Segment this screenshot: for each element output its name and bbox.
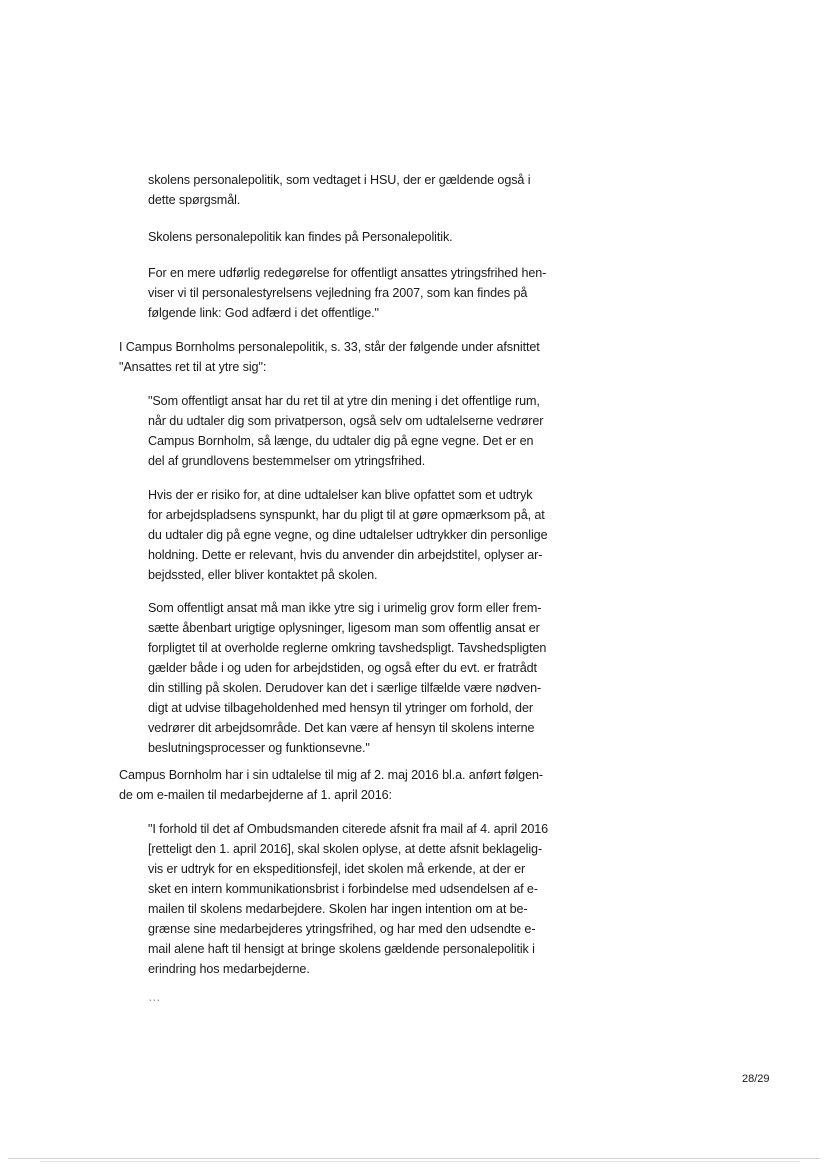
ellipsis-paragraph [148, 987, 161, 1007]
text-line: del af grundlovens bestemmelser om ytringsfrihed. [148, 454, 426, 468]
text-line: gælder både i og uden for arbejdstiden, og også efter du evt. er fratrådt [148, 661, 537, 675]
text-line: Hvis der er risiko for, at dine udtalelser kan blive opfattet som et udtryk [148, 488, 533, 502]
text-line: Skolens personalepolitik kan findes på Personalepolitik. [148, 230, 453, 244]
page-number: 28/29 [742, 1073, 770, 1085]
text-line: for arbejdspladsens synspunkt, har du pligt til at gøre opmærksom på, at [148, 508, 545, 522]
scan-edge-divider [40, 1161, 800, 1162]
text-line: grænse sine medarbejderes ytringsfrihed, og har med den udsendte e- [148, 922, 536, 936]
paragraph-3 [148, 263, 546, 323]
text-line: du udtaler dig på egne vegne, og dine udtalelser udtrykker din personlige [148, 528, 548, 542]
text-line: "Ansattes ret til at ytre sig": [119, 360, 267, 374]
paragraph-9 [148, 819, 548, 979]
text-line: "Som offentligt ansat har du ret til at ytre din mening i det offentlige rum, [148, 394, 540, 408]
scan-edge-divider [8, 1158, 820, 1159]
text-line: I Campus Bornholms personalepolitik, s. 33, står der følgende under afsnittet [119, 340, 540, 354]
text-line: Som offentligt ansat må man ikke ytre sig i urimelig grov form eller frem- [148, 601, 542, 615]
text-line: "I forhold til det af Ombudsmanden citerede afsnit fra mail af 4. april 2016 [148, 822, 549, 836]
text-line: de om e-mailen til medarbejderne af 1. april 2016: [119, 788, 392, 802]
text-line: sætte åbenbart urigtige oplysninger, ligesom man som offentlig ansat er [148, 621, 540, 635]
paragraph-4 [119, 337, 540, 377]
text-line: Campus Bornholm har i sin udtalelse til mig af 2. maj 2016 bl.a. anført følgen- [119, 768, 543, 782]
text-line: Campus Bornholm, så længe, du udtaler dig på egne vegne. Det er en [148, 434, 534, 448]
paragraph-1 [148, 170, 530, 210]
text-line: digt at udvise tilbageholdenhed med hensyn til ytringer om forhold, der [148, 701, 533, 715]
text-line: din stilling på skolen. Derudover kan det i særlige tilfælde være nødven- [148, 681, 542, 695]
paragraph-6 [148, 485, 547, 585]
text-line: beslutningsprocesser og funktionsevne." [148, 741, 370, 755]
text-line: forpligtet til at overholde reglerne omkring tavshedspligt. Tavshedspligten [148, 641, 547, 655]
text-line: holdning. Dette er relevant, hvis du anvender din arbejdstitel, oplyser ar- [148, 548, 543, 562]
text-line: erindring hos medarbejderne. [148, 962, 310, 976]
paragraph-2 [148, 227, 453, 247]
text-line: følgende link: God adfærd i det offentlige." [148, 306, 379, 320]
text-line: vis er udtryk for en ekspeditionsfejl, idet skolen må erkende, at der er [148, 862, 526, 876]
text-line: mailen til skolens medarbejdere. Skolen har ingen intention om at be- [148, 902, 528, 916]
text-line: skolens personalepolitik, som vedtaget i HSU, der er gældende også i [148, 173, 531, 187]
ellipsis: … [148, 990, 161, 1004]
paragraph-7 [148, 598, 546, 758]
paragraph-8 [119, 765, 543, 805]
text-line: dette spørgsmål. [148, 193, 241, 207]
paragraph-5 [148, 391, 543, 471]
text-line: sket en intern kommunikationsbrist i forbindelse med udsendelsen af e- [148, 882, 538, 896]
text-line: når du udtaler dig som privatperson, også selv om udtalelserne vedrører [148, 414, 544, 428]
text-line: vedrører dit arbejdsområde. Det kan være af hensyn til skolens interne [148, 721, 535, 735]
text-line: For en mere udførlig redegørelse for offentligt ansattes ytringsfrihed hen- [148, 266, 547, 280]
text-line: bejdssted, eller bliver kontaktet på skolen. [148, 568, 378, 582]
text-line: viser vi til personalestyrelsens vejledning fra 2007, som kan findes på [148, 286, 528, 300]
text-line: [retteligt den 1. april 2016], skal skolen oplyse, at dette afsnit beklagelig- [148, 842, 543, 856]
text-line: mail alene haft til hensigt at bringe skolens gældende personalepolitik i [148, 942, 535, 956]
